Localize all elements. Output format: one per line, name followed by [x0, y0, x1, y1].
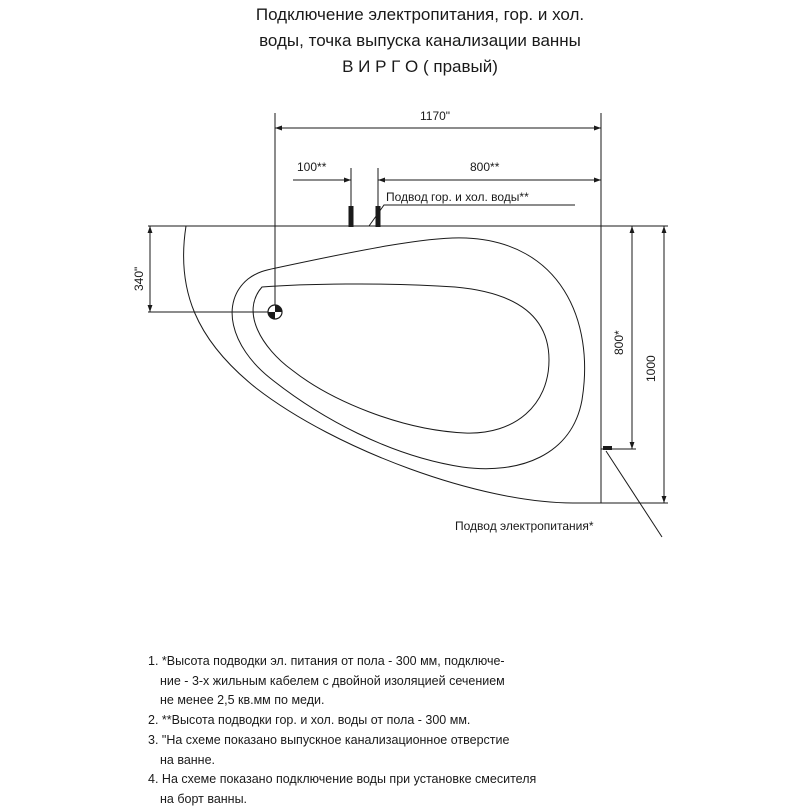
note-line: 3. "На схеме показано выпускное канализационное отверстие: [148, 732, 510, 747]
dim-label-800-top: 800**: [470, 160, 500, 174]
bathtub-inner-rim: [232, 238, 585, 469]
dim-label-1000: 1000: [644, 355, 658, 382]
power-outlet-marker: [603, 446, 612, 450]
dim-label-1170: 1170": [420, 109, 451, 123]
cold-water-pipe: [376, 206, 381, 227]
note-line: 1. *Высота подводки эл. питания от пола - 300 мм, подключе-: [148, 654, 505, 668]
bathtub-outer-outline: [148, 226, 601, 503]
dim-label-800-right: 800*: [612, 330, 626, 355]
note-line: 4. На схеме показано подключение воды при установке смесителя: [148, 772, 537, 787]
drain-outlet-icon: [268, 305, 282, 319]
bathtub-inner-basin: [253, 284, 549, 433]
hot-water-pipe: [349, 206, 354, 227]
note-line: на борт ванны.: [160, 791, 248, 806]
dim-label-340: 340": [132, 266, 146, 291]
note-line: 2. **Высота подводки гор. и хол. воды от пола - 300 мм.: [148, 713, 471, 728]
title-line-1: Подключение электропитания, гор. и хол.: [255, 5, 585, 24]
title-line-3: В И Р Г О ( правый): [342, 57, 498, 76]
note-line: на ванне.: [160, 752, 216, 767]
note-line: ние - 3-х жильным кабелем с двойной изоляцией сечением: [160, 673, 505, 688]
notes-list: [148, 652, 536, 810]
power-supply-leader: [606, 451, 662, 537]
water-supply-leader: [369, 205, 575, 226]
title-line-2: воды, точка выпуска канализации ванны: [259, 31, 581, 50]
dim-label-100: 100**: [297, 160, 327, 174]
power-supply-callout: Подвод электропитания*: [455, 519, 594, 533]
water-supply-callout: Подвод гор. и хол. воды**: [386, 190, 529, 204]
note-line: не менее 2,5 кв.мм по меди.: [160, 693, 325, 708]
